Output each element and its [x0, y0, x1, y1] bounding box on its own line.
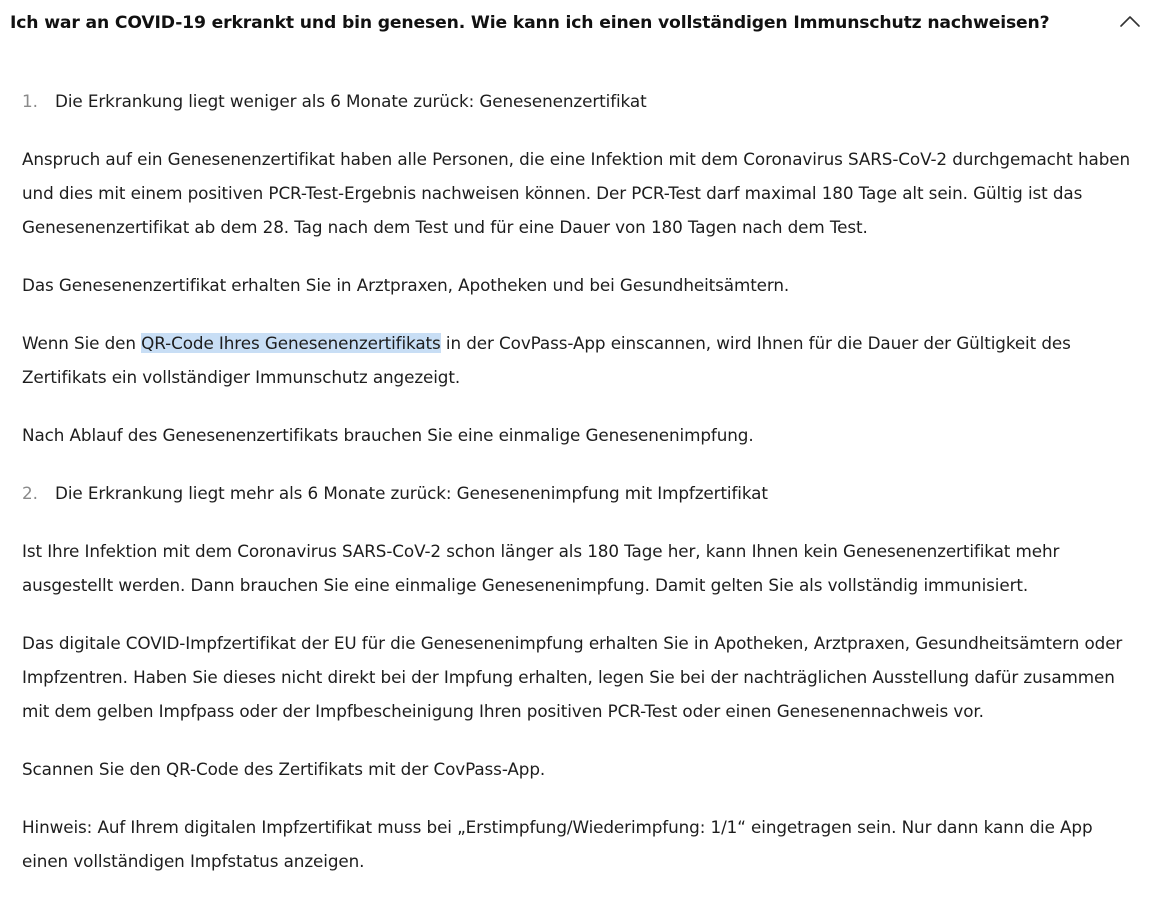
text-run: Wenn Sie den: [22, 333, 142, 353]
paragraph: Scannen Sie den QR-Code des Zertifikats mit der CovPass-App.: [22, 759, 546, 779]
paragraph: Nach Ablauf des Genesenenzertifikats brauchen Sie eine einmalige Genesenenimpfung.: [22, 425, 754, 445]
list-number: 1.: [22, 91, 38, 111]
text-run: in der CovPass-App einscannen, wird Ihnen für die Dauer der Gültigkeit des Zertifikats ein vollständiger Immunschutz angezeigt.: [22, 333, 1071, 387]
list-item-1: [22, 84, 1132, 118]
paragraph: Das digitale COVID-Impfzertifikat der EU für die Genesenenimpfung erhalten Sie in Apotheken, Arztpraxen, Gesundheitsämtern oder Impfzentren. Haben Sie dieses nicht direkt bei der Impfung erhalten, legen Sie bei der nachträglichen Ausstellung dafür zusammen mit dem gelben Impfpass oder der Impfbescheinigung Ihren positiven PCR-Test oder einen Genesenennachweis vor.: [22, 633, 1123, 721]
paragraph: Das Genesenenzertifikat erhalten Sie in Arztpraxen, Apotheken und bei Gesundheitsämtern.: [22, 275, 790, 295]
paragraph: Hinweis: Auf Ihrem digitalen Impfzertifikat muss bei „Erstimpfung/Wiederimpfung: 1/1“ eingetragen sein. Nur dann kann die App einen vollständigen Impfstatus anzeigen.: [22, 817, 1093, 871]
accordion-title: Ich war an COVID-19 erkrankt und bin genesen. Wie kann ich einen vollständigen Immunschutz nachweisen?: [10, 13, 1050, 33]
paragraph: [22, 326, 1132, 394]
paragraph: Anspruch auf ein Genesenenzertifikat haben alle Personen, die eine Infektion mit dem Coronavirus SARS-CoV-2 durchgemacht haben und dies mit einem positiven PCR-Test-Ergebnis nachweisen können. Der PCR-Test darf maximal 180 Tage alt sein. Gültig ist das Genesenenzertifikat ab dem 28. Tag nach dem Test und für eine Dauer von 180 Tagen nach dem Test.: [22, 149, 1131, 237]
list-item-2: [22, 476, 1132, 510]
list-heading: Die Erkrankung liegt weniger als 6 Monate zurück: Genesenenzertifikat: [55, 91, 647, 111]
selected-text[interactable]: QR-Code Ihres Genesenenzertifikats: [141, 333, 441, 353]
list-number: 2.: [22, 483, 38, 503]
paragraph: Ist Ihre Infektion mit dem Coronavirus SARS-CoV-2 schon länger als 180 Tage her, kann Ihnen kein Genesenenzertifikat mehr ausgestellt werden. Dann brauchen Sie eine einmalige Genesenenimpfung. Damit gelten Sie als vollständig immunisiert.: [22, 541, 1060, 595]
chevron-up-icon[interactable]: [1119, 14, 1141, 28]
list-heading: Die Erkrankung liegt mehr als 6 Monate zurück: Genesenenimpfung mit Impfzertifikat: [55, 483, 768, 503]
accordion-header[interactable]: [0, 0, 1152, 50]
